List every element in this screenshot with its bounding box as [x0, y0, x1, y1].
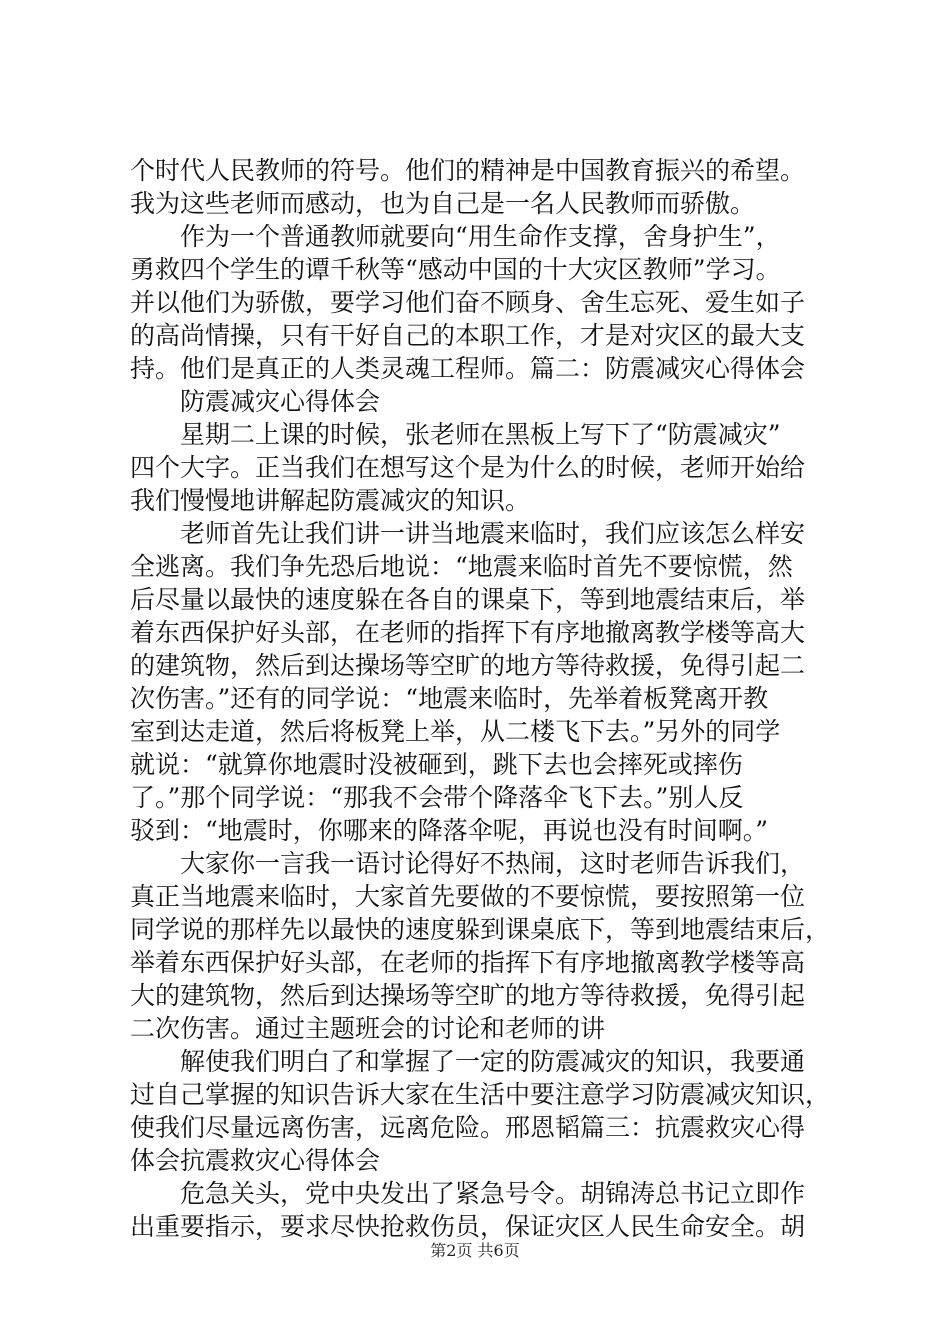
text-line-11: 我们慢慢地讲解起防震减灾的知识。: [130, 486, 531, 515]
text-line-14: 后尽量以最快的速度躲在各自的课桌下，等到地震结束后，举: [130, 585, 806, 614]
page-number-footer: 第2页 共6页: [430, 1241, 520, 1260]
text-line-18: 室到达走道，然后将板凳上举，从二楼飞下去。”另外的同学: [130, 717, 781, 746]
text-line-15: 着东西保护好头部，在老师的指挥下有序地撤离教学楼等高大: [130, 618, 806, 647]
text-line-33: 出重要指示，要求尽快抢救伤员，保证灾区人民生命安全。胡: [130, 1212, 806, 1241]
text-line-4: 勇救四个学生的谭千秋等“感动中国的十大灾区教师”学习。: [130, 255, 781, 284]
text-line-1: 个时代人民教师的符号。他们的精神是中国教育振兴的希望。: [130, 156, 806, 185]
text-line-5: 并以他们为骄傲，要学习他们奋不顾身、舍生忘死、爱生如子: [130, 288, 806, 317]
text-line-24: 同学说的那样先以最快的速度躲到课桌底下，等到地震结束后，: [130, 915, 831, 944]
document-body: [130, 154, 835, 1243]
text-line-25: 举着东西保护好头部，在老师的指挥下有序地撤离教学楼等高: [130, 948, 806, 977]
text-line-26: 大的建筑物，然后到达操场等空旷的地方等待救援，免得引起: [130, 981, 806, 1010]
text-line-29: 过自己掌握的知识告诉大家在生活中要注意学习防震减灾知识，: [130, 1080, 831, 1109]
section-heading: 防震减灾心得体会: [180, 387, 381, 416]
text-line-6: 的高尚情操，只有干好自己的本职工作，才是对灾区的最大支: [130, 321, 806, 350]
text-line-7: 持。他们是真正的人类灵魂工程师。篇二：防震减灾心得体会: [130, 354, 806, 383]
text-line-3: 作为一个普通教师就要向“用生命作支撑，舍身护生”，: [180, 222, 781, 251]
text-line-23: 真正当地震来临时，大家首先要做的不要惊慌，要按照第一位: [130, 882, 806, 911]
text-line-16: 的建筑物，然后到达操场等空旷的地方等待救援，免得引起二: [130, 651, 806, 680]
text-line-28: 解使我们明白了和掌握了一定的防震减灾的知识，我要通: [180, 1047, 806, 1076]
text-line-10: 四个大字。正当我们在想写这个是为什么的时候，老师开始给: [130, 453, 806, 482]
text-line-21: 驳到：“地震时，你哪来的降落伞呢，再说也没有时间啊。”: [130, 816, 769, 845]
text-line-17: 次伤害。”还有的同学说：“地震来临时，先举着板凳离开教: [130, 684, 769, 713]
text-line-12: 老师首先让我们讲一讲当地震来临时，我们应该怎么样安: [180, 519, 806, 548]
text-line-13: 全逃离。我们争先恐后地说：“地震来临时首先不要惊慌，然: [130, 552, 793, 581]
text-line-20: 了。”那个同学说：“那我不会带个降落伞飞下去。”别人反: [130, 783, 744, 812]
text-line-31: 体会抗震救灾心得体会: [130, 1146, 381, 1175]
text-line-2: 我为这些老师而感动，也为自己是一名人民教师而骄傲。: [130, 189, 756, 218]
text-line-32: 危急关头，党中央发出了紧急号令。胡锦涛总书记立即作: [180, 1179, 806, 1208]
text-line-30: 使我们尽量远离伤害，远离危险。邢恩韬篇三：抗震救灾心得: [130, 1113, 806, 1142]
text-line-22: 大家你一言我一语讨论得好不热闹，这时老师告诉我们，: [180, 849, 806, 878]
text-line-27: 二次伤害。通过主题班会的讨论和老师的讲: [130, 1014, 606, 1043]
text-line-19: 就说：“就算你地震时没被砸到，跳下去也会摔死或摔伤: [130, 750, 743, 779]
text-line-9: 星期二上课的时候，张老师在黑板上写下了“防震减灾”: [180, 420, 781, 449]
